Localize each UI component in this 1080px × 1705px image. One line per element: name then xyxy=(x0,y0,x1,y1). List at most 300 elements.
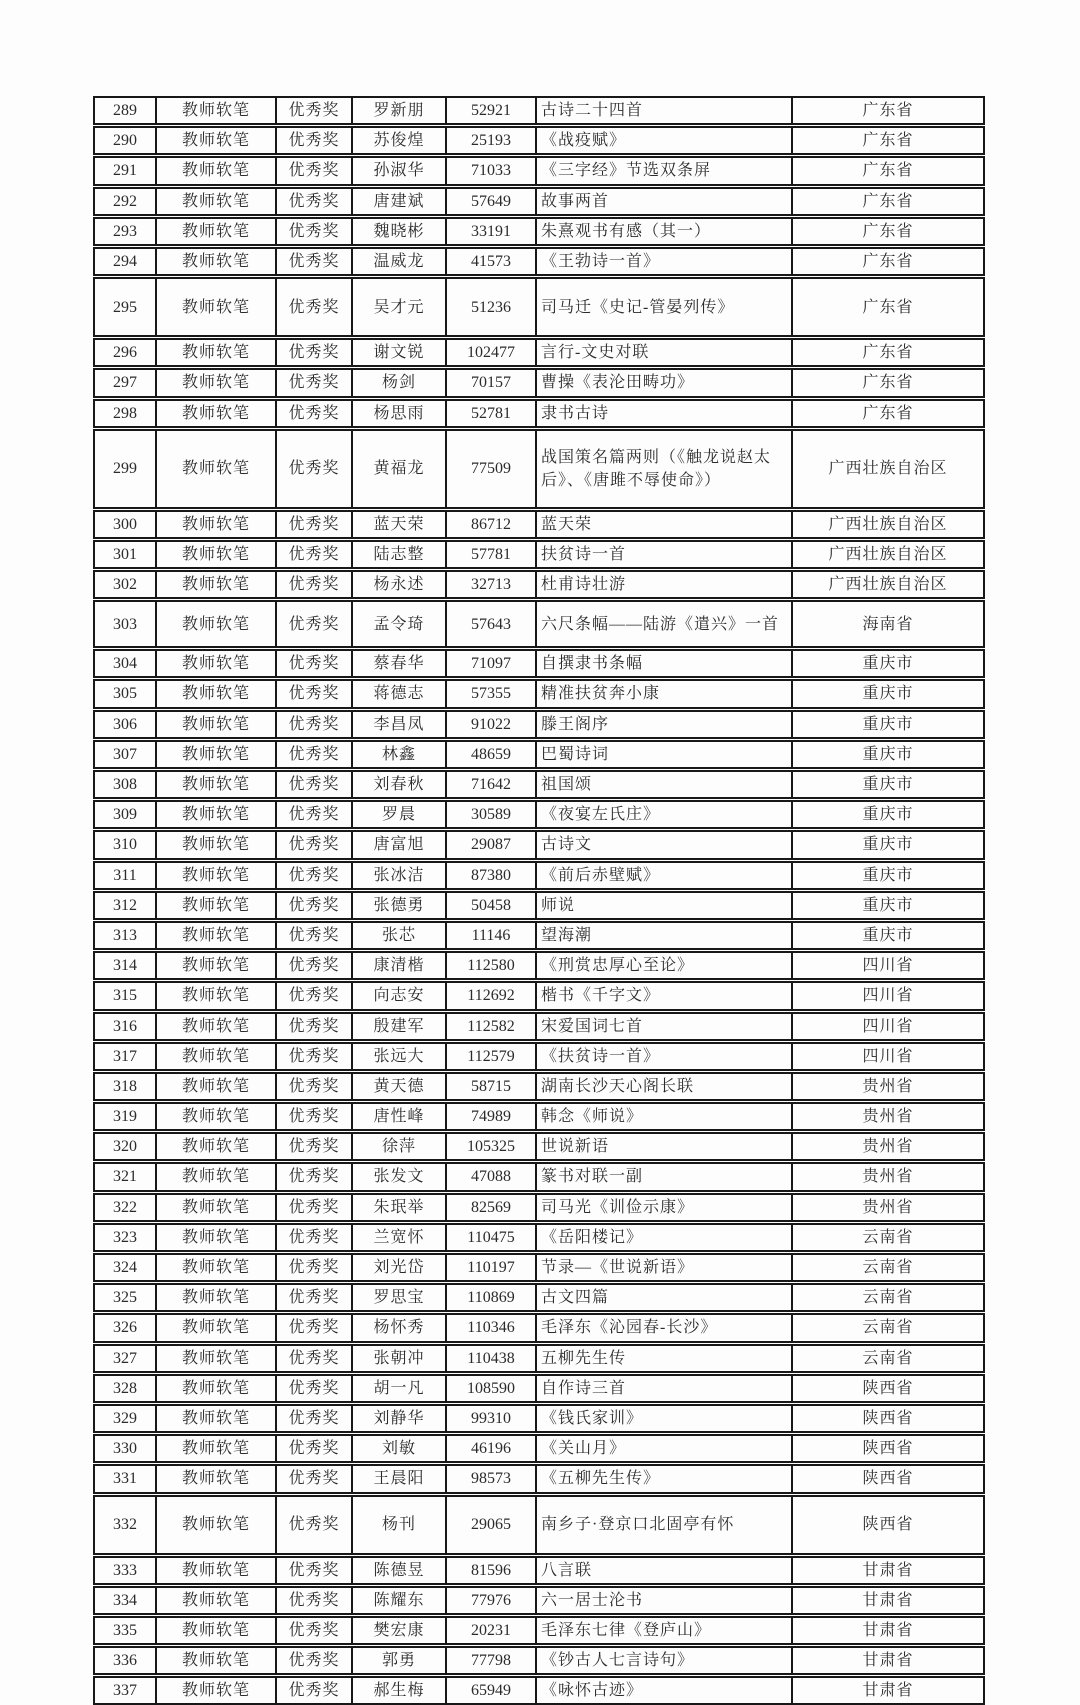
cell-title: 杜甫诗壮游 xyxy=(535,572,791,597)
cell-title: 司马光《训俭示康》 xyxy=(535,1195,791,1220)
cell-id: 71642 xyxy=(445,772,535,797)
cell-category: 教师软笔 xyxy=(155,279,275,335)
cell-id: 110869 xyxy=(445,1285,535,1310)
cell-province: 云南省 xyxy=(791,1315,983,1340)
table-row xyxy=(93,1042,985,1071)
cell-province: 广东省 xyxy=(791,401,983,426)
cell-name: 杨思雨 xyxy=(351,401,445,426)
cell-province: 陕西省 xyxy=(791,1497,983,1553)
cell-province: 广东省 xyxy=(791,279,983,335)
cell-award: 优秀奖 xyxy=(275,572,351,597)
cell-id: 86712 xyxy=(445,512,535,537)
cell-no: 335 xyxy=(113,1621,137,1639)
cell-name: 胡一凡 xyxy=(351,1376,445,1401)
cell-no: 291 xyxy=(113,162,137,180)
cell-category: 教师软笔 xyxy=(155,128,275,153)
cell-category: 教师软笔 xyxy=(155,772,275,797)
table-row xyxy=(93,1102,985,1131)
cell-award: 优秀奖 xyxy=(275,1134,351,1159)
cell-province: 陕西省 xyxy=(791,1466,983,1491)
cell-no: 328 xyxy=(113,1379,137,1397)
cell-name: 徐萍 xyxy=(351,1134,445,1159)
cell-title: 《钱氏家训》 xyxy=(535,1406,791,1431)
cell-name: 王晨阳 xyxy=(351,1466,445,1491)
cell-award: 优秀奖 xyxy=(275,1104,351,1129)
cell-no: 308 xyxy=(113,776,137,793)
cell-title: 《刑赏忠厚心至论》 xyxy=(535,953,791,978)
table-row xyxy=(93,921,985,950)
cell-award: 优秀奖 xyxy=(275,431,351,507)
cell-province: 重庆市 xyxy=(791,681,983,706)
cell-name: 郝生梅 xyxy=(351,1678,445,1703)
cell-name: 张远大 xyxy=(351,1044,445,1069)
cell-name: 兰宽怀 xyxy=(351,1225,445,1250)
cell-award: 优秀奖 xyxy=(275,1346,351,1371)
cell-name: 陈耀东 xyxy=(351,1588,445,1613)
cell-province: 重庆市 xyxy=(791,923,983,948)
cell-no: 323 xyxy=(113,1228,137,1246)
cell-category: 教师软笔 xyxy=(155,893,275,918)
cell-province: 贵州省 xyxy=(791,1164,983,1189)
cell-province: 广西壮族自治区 xyxy=(791,512,983,537)
cell-id: 105325 xyxy=(445,1134,535,1159)
cell-category: 教师软笔 xyxy=(155,542,275,567)
cell-province: 贵州省 xyxy=(791,1074,983,1099)
cell-id: 110475 xyxy=(445,1225,535,1250)
cell-title: 滕王阁序 xyxy=(535,712,791,737)
cell-id: 77509 xyxy=(445,431,535,507)
cell-award: 优秀奖 xyxy=(275,340,351,365)
cell-award: 优秀奖 xyxy=(275,249,351,274)
cell-province: 云南省 xyxy=(791,1346,983,1371)
table-row xyxy=(93,96,985,125)
cell-award: 优秀奖 xyxy=(275,1014,351,1039)
cell-id: 57643 xyxy=(445,602,535,646)
cell-province: 重庆市 xyxy=(791,712,983,737)
cell-category: 教师软笔 xyxy=(155,219,275,244)
table-row xyxy=(93,570,985,599)
cell-name: 殷建军 xyxy=(351,1014,445,1039)
cell-no: 303 xyxy=(113,615,137,633)
cell-name: 蓝天荣 xyxy=(351,512,445,537)
cell-category: 教师软笔 xyxy=(155,923,275,948)
cell-category: 教师软笔 xyxy=(155,572,275,597)
table-row xyxy=(93,800,985,829)
cell-name: 林鑫 xyxy=(351,742,445,767)
cell-id: 30589 xyxy=(445,802,535,827)
cell-title: 《岳阳楼记》 xyxy=(535,1225,791,1250)
cell-province: 贵州省 xyxy=(791,1104,983,1129)
cell-name: 陈德昱 xyxy=(351,1558,445,1583)
cell-award: 优秀奖 xyxy=(275,158,351,183)
cell-category: 教师软笔 xyxy=(155,802,275,827)
cell-category: 教师软笔 xyxy=(155,1014,275,1039)
cell-id: 98573 xyxy=(445,1466,535,1491)
cell-no: 298 xyxy=(113,404,137,422)
table-row xyxy=(93,981,985,1010)
cell-province: 陕西省 xyxy=(791,1406,983,1431)
cell-award: 优秀奖 xyxy=(275,923,351,948)
cell-name: 刘敏 xyxy=(351,1436,445,1461)
cell-category: 教师软笔 xyxy=(155,1466,275,1491)
cell-province: 四川省 xyxy=(791,953,983,978)
cell-id: 77976 xyxy=(445,1588,535,1613)
cell-id: 48659 xyxy=(445,742,535,767)
cell-title: 节录—《世说新语》 xyxy=(535,1255,791,1280)
table-row xyxy=(93,951,985,980)
cell-id: 77798 xyxy=(445,1648,535,1673)
table-row xyxy=(93,1556,985,1585)
table-row xyxy=(93,1283,985,1312)
table-row xyxy=(93,891,985,920)
cell-no: 289 xyxy=(113,102,137,119)
cell-id: 32713 xyxy=(445,572,535,597)
cell-title: 扶贫诗一首 xyxy=(535,542,791,567)
cell-province: 重庆市 xyxy=(791,802,983,827)
cell-name: 苏俊煌 xyxy=(351,128,445,153)
cell-title: 师说 xyxy=(535,893,791,918)
cell-title: 朱熹观书有感（其一） xyxy=(535,219,791,244)
cell-no: 314 xyxy=(113,957,137,975)
cell-title: 《战疫赋》 xyxy=(535,128,791,153)
cell-province: 广西壮族自治区 xyxy=(791,431,983,507)
cell-title: 巴蜀诗词 xyxy=(535,742,791,767)
cell-award: 优秀奖 xyxy=(275,1436,351,1461)
table-row xyxy=(93,1012,985,1041)
table-row xyxy=(93,1616,985,1645)
table-row xyxy=(93,1223,985,1252)
table-row xyxy=(93,1072,985,1101)
cell-id: 81596 xyxy=(445,1558,535,1583)
cell-award: 优秀奖 xyxy=(275,1618,351,1643)
cell-award: 优秀奖 xyxy=(275,1678,351,1703)
cell-award: 优秀奖 xyxy=(275,1225,351,1250)
cell-no: 304 xyxy=(113,655,137,673)
cell-no: 337 xyxy=(113,1682,137,1700)
cell-award: 优秀奖 xyxy=(275,279,351,335)
cell-no: 324 xyxy=(113,1259,137,1276)
cell-award: 优秀奖 xyxy=(275,1044,351,1069)
cell-title: 精准扶贫奔小康 xyxy=(535,681,791,706)
table-row xyxy=(93,338,985,367)
cell-category: 教师软笔 xyxy=(155,1285,275,1310)
cell-id: 71097 xyxy=(445,651,535,676)
cell-no: 297 xyxy=(113,374,137,392)
cell-award: 优秀奖 xyxy=(275,1466,351,1491)
table-row xyxy=(93,277,985,337)
cell-id: 102477 xyxy=(445,340,535,365)
cell-name: 蒋德志 xyxy=(351,681,445,706)
cell-name: 郭勇 xyxy=(351,1648,445,1673)
cell-category: 教师软笔 xyxy=(155,1497,275,1553)
cell-award: 优秀奖 xyxy=(275,1558,351,1583)
cell-no: 336 xyxy=(113,1652,137,1670)
cell-category: 教师软笔 xyxy=(155,832,275,857)
cell-province: 甘肃省 xyxy=(791,1678,983,1703)
cell-id: 29065 xyxy=(445,1497,535,1553)
cell-category: 教师软笔 xyxy=(155,1104,275,1129)
cell-name: 黄天德 xyxy=(351,1074,445,1099)
cell-id: 71033 xyxy=(445,158,535,183)
cell-category: 教师软笔 xyxy=(155,712,275,737)
cell-title: 故事两首 xyxy=(535,189,791,214)
cell-province: 广西壮族自治区 xyxy=(791,572,983,597)
cell-category: 教师软笔 xyxy=(155,98,275,123)
cell-award: 优秀奖 xyxy=(275,651,351,676)
cell-name: 杨永述 xyxy=(351,572,445,597)
cell-no: 319 xyxy=(113,1108,137,1126)
cell-no: 325 xyxy=(113,1289,137,1307)
cell-category: 教师软笔 xyxy=(155,1044,275,1069)
cell-no: 305 xyxy=(113,685,137,703)
cell-title: 楷书《千字文》 xyxy=(535,983,791,1008)
cell-name: 张冰洁 xyxy=(351,863,445,888)
cell-no: 300 xyxy=(113,515,137,533)
cell-name: 樊宏康 xyxy=(351,1618,445,1643)
cell-no: 309 xyxy=(113,806,137,824)
cell-award: 优秀奖 xyxy=(275,1195,351,1220)
cell-name: 张发文 xyxy=(351,1164,445,1189)
cell-award: 优秀奖 xyxy=(275,370,351,395)
cell-no: 302 xyxy=(113,576,137,594)
cell-award: 优秀奖 xyxy=(275,712,351,737)
cell-award: 优秀奖 xyxy=(275,602,351,646)
cell-award: 优秀奖 xyxy=(275,98,351,123)
cell-category: 教师软笔 xyxy=(155,953,275,978)
cell-category: 教师软笔 xyxy=(155,249,275,274)
cell-title: 宋爱国词七首 xyxy=(535,1014,791,1039)
cell-title: 《扶贫诗一首》 xyxy=(535,1044,791,1069)
cell-province: 四川省 xyxy=(791,1044,983,1069)
cell-award: 优秀奖 xyxy=(275,512,351,537)
cell-category: 教师软笔 xyxy=(155,189,275,214)
cell-award: 优秀奖 xyxy=(275,1376,351,1401)
cell-province: 广东省 xyxy=(791,370,983,395)
cell-title: 《三字经》节选双条屏 xyxy=(535,158,791,183)
cell-no: 315 xyxy=(113,987,137,1005)
cell-category: 教师软笔 xyxy=(155,1195,275,1220)
cell-province: 广东省 xyxy=(791,128,983,153)
table-row xyxy=(93,679,985,708)
cell-id: 110438 xyxy=(445,1346,535,1371)
cell-title: 世说新语 xyxy=(535,1134,791,1159)
cell-id: 110197 xyxy=(445,1255,535,1280)
cell-name: 陆志整 xyxy=(351,542,445,567)
cell-award: 优秀奖 xyxy=(275,1315,351,1340)
table-row xyxy=(93,1646,985,1675)
cell-id: 50458 xyxy=(445,893,535,918)
cell-id: 57781 xyxy=(445,542,535,567)
cell-award: 优秀奖 xyxy=(275,1588,351,1613)
cell-title: 蓝天荣 xyxy=(535,512,791,537)
cell-name: 温威龙 xyxy=(351,249,445,274)
cell-title: 《钞古人七言诗句》 xyxy=(535,1648,791,1673)
cell-no: 299 xyxy=(113,460,137,478)
table-row xyxy=(93,1404,985,1433)
cell-id: 57649 xyxy=(445,189,535,214)
table-row xyxy=(93,1313,985,1342)
cell-id: 52781 xyxy=(445,401,535,426)
cell-title: 自作诗三首 xyxy=(535,1376,791,1401)
cell-province: 重庆市 xyxy=(791,863,983,888)
cell-no: 317 xyxy=(113,1047,137,1065)
cell-title: 毛泽东《沁园春-长沙》 xyxy=(535,1315,791,1340)
cell-category: 教师软笔 xyxy=(155,431,275,507)
cell-id: 20231 xyxy=(445,1618,535,1643)
cell-id: 57355 xyxy=(445,681,535,706)
cell-award: 优秀奖 xyxy=(275,1648,351,1673)
table-row xyxy=(93,510,985,539)
cell-province: 四川省 xyxy=(791,1014,983,1039)
cell-title: 湖南长沙天心阁长联 xyxy=(535,1074,791,1099)
cell-no: 294 xyxy=(113,252,137,270)
cell-province: 云南省 xyxy=(791,1255,983,1280)
cell-no: 327 xyxy=(113,1349,137,1367)
table-row xyxy=(93,1495,985,1555)
cell-id: 52921 xyxy=(445,98,535,123)
table-row xyxy=(93,247,985,276)
cell-title: 六尺条幅——陆游《遣兴》一首 xyxy=(535,602,791,646)
cell-award: 优秀奖 xyxy=(275,128,351,153)
cell-province: 甘肃省 xyxy=(791,1558,983,1583)
cell-name: 唐性峰 xyxy=(351,1104,445,1129)
cell-title: 古诗文 xyxy=(535,832,791,857)
cell-category: 教师软笔 xyxy=(155,1134,275,1159)
cell-province: 甘肃省 xyxy=(791,1588,983,1613)
cell-province: 云南省 xyxy=(791,1285,983,1310)
cell-name: 刘静华 xyxy=(351,1406,445,1431)
cell-province: 广东省 xyxy=(791,249,983,274)
cell-award: 优秀奖 xyxy=(275,802,351,827)
table-row xyxy=(93,649,985,678)
cell-province: 陕西省 xyxy=(791,1436,983,1461)
cell-id: 47088 xyxy=(445,1164,535,1189)
table-row xyxy=(93,1253,985,1282)
table-row xyxy=(93,1162,985,1191)
cell-province: 广西壮族自治区 xyxy=(791,542,983,567)
cell-province: 陕西省 xyxy=(791,1376,983,1401)
cell-id: 112582 xyxy=(445,1014,535,1039)
cell-province: 广东省 xyxy=(791,98,983,123)
cell-name: 刘春秋 xyxy=(351,772,445,797)
cell-id: 74989 xyxy=(445,1104,535,1129)
cell-award: 优秀奖 xyxy=(275,1497,351,1553)
cell-no: 307 xyxy=(113,745,137,763)
table-row xyxy=(93,1676,985,1705)
cell-name: 张德勇 xyxy=(351,893,445,918)
cell-no: 330 xyxy=(113,1440,137,1458)
table-row xyxy=(93,740,985,769)
cell-id: 70157 xyxy=(445,370,535,395)
cell-province: 四川省 xyxy=(791,983,983,1008)
cell-no: 296 xyxy=(113,344,137,362)
cell-title: 六一居士沦书 xyxy=(535,1588,791,1613)
cell-name: 张芯 xyxy=(351,923,445,948)
cell-category: 教师软笔 xyxy=(155,1074,275,1099)
cell-name: 黄福龙 xyxy=(351,431,445,507)
table-row xyxy=(93,830,985,859)
cell-award: 优秀奖 xyxy=(275,863,351,888)
cell-category: 教师软笔 xyxy=(155,1406,275,1431)
cell-no: 320 xyxy=(113,1138,137,1156)
cell-category: 教师软笔 xyxy=(155,863,275,888)
table-row xyxy=(93,217,985,246)
cell-category: 教师软笔 xyxy=(155,983,275,1008)
cell-province: 广东省 xyxy=(791,340,983,365)
cell-province: 广东省 xyxy=(791,189,983,214)
cell-id: 29087 xyxy=(445,832,535,857)
cell-name: 杨怀秀 xyxy=(351,1315,445,1340)
cell-id: 87380 xyxy=(445,863,535,888)
table-row xyxy=(93,1344,985,1373)
cell-id: 11146 xyxy=(445,923,535,948)
cell-name: 谢文锐 xyxy=(351,340,445,365)
cell-category: 教师软笔 xyxy=(155,742,275,767)
cell-award: 优秀奖 xyxy=(275,742,351,767)
table-row xyxy=(93,1586,985,1615)
cell-award: 优秀奖 xyxy=(275,772,351,797)
table-row xyxy=(93,770,985,799)
cell-category: 教师软笔 xyxy=(155,651,275,676)
cell-name: 孟令琦 xyxy=(351,602,445,646)
cell-category: 教师软笔 xyxy=(155,1558,275,1583)
cell-name: 罗思宝 xyxy=(351,1285,445,1310)
cell-name: 朱珉举 xyxy=(351,1195,445,1220)
cell-category: 教师软笔 xyxy=(155,1588,275,1613)
cell-title: 古文四篇 xyxy=(535,1285,791,1310)
cell-title: 八言联 xyxy=(535,1558,791,1583)
cell-province: 重庆市 xyxy=(791,772,983,797)
cell-no: 321 xyxy=(113,1168,137,1186)
cell-name: 康清楷 xyxy=(351,953,445,978)
cell-title: 祖国颂 xyxy=(535,772,791,797)
cell-name: 李昌凤 xyxy=(351,712,445,737)
cell-title: 望海潮 xyxy=(535,923,791,948)
cell-category: 教师软笔 xyxy=(155,512,275,537)
table-row xyxy=(93,429,985,509)
cell-no: 293 xyxy=(113,222,137,240)
cell-title: 《夜宴左氏庄》 xyxy=(535,802,791,827)
table-row xyxy=(93,187,985,216)
cell-award: 优秀奖 xyxy=(275,1255,351,1280)
cell-title: 篆书对联一副 xyxy=(535,1164,791,1189)
cell-province: 贵州省 xyxy=(791,1195,983,1220)
cell-id: 108590 xyxy=(445,1376,535,1401)
table-row xyxy=(93,540,985,569)
cell-category: 教师软笔 xyxy=(155,1376,275,1401)
award-list-table xyxy=(93,96,985,1705)
cell-title: 司马迁《史记-管晏列传》 xyxy=(535,279,791,335)
cell-no: 334 xyxy=(113,1591,137,1609)
cell-no: 329 xyxy=(113,1409,137,1427)
cell-name: 孙淑华 xyxy=(351,158,445,183)
cell-award: 优秀奖 xyxy=(275,983,351,1008)
cell-id: 82569 xyxy=(445,1195,535,1220)
cell-category: 教师软笔 xyxy=(155,1436,275,1461)
cell-title: 韩念《师说》 xyxy=(535,1104,791,1129)
cell-award: 优秀奖 xyxy=(275,219,351,244)
cell-no: 301 xyxy=(113,545,137,563)
table-row xyxy=(93,1374,985,1403)
cell-title: 《王勃诗一首》 xyxy=(535,249,791,274)
table-row xyxy=(93,1434,985,1463)
table-row xyxy=(93,710,985,739)
cell-name: 唐富旭 xyxy=(351,832,445,857)
cell-category: 教师软笔 xyxy=(155,1255,275,1280)
cell-no: 333 xyxy=(113,1561,137,1579)
cell-title: 隶书古诗 xyxy=(535,401,791,426)
cell-title: 战国策名篇两则（《触龙说赵太后》、《唐雎不辱使命》） xyxy=(535,431,791,507)
